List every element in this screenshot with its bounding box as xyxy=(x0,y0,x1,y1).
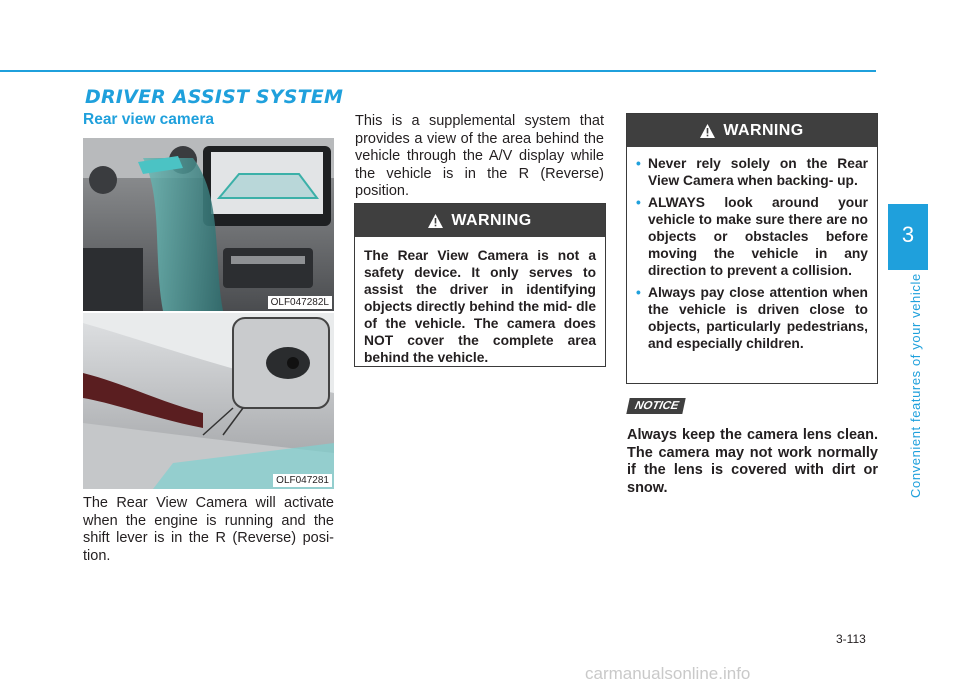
warning-text: The Rear View Camera is not a safety device. It only serves to assist the driver in identifying objects directly behind the mid- dle of the vehicle. The camera does NOT cover the complete area behind the vehicle. xyxy=(364,248,596,365)
activation-description: The Rear View Camera will activate when the engine is running and the shift lever is in the R (Reverse) posi- tion. xyxy=(83,495,334,564)
notice-badge: NOTICE xyxy=(626,398,686,414)
warning-header xyxy=(355,204,605,237)
warning-item: • ALWAYS look around your vehicle to make sure there are no objects or obstacles before moving the vehicle in any direction to prevent a collision. xyxy=(636,195,868,278)
figure-code: OLF047282L xyxy=(268,296,332,309)
figure-code: OLF047281 xyxy=(273,474,332,487)
watermark: carmanualsonline.info xyxy=(585,664,751,683)
warning-header xyxy=(627,114,877,147)
rear-camera-illustration xyxy=(83,313,334,489)
shift-lever-illustration xyxy=(83,138,334,311)
bullet-icon: • xyxy=(636,156,641,171)
rear-view-camera-heading: Rear view camera xyxy=(83,111,214,128)
notice-text: Always keep the camera lens clean. The camera may not work normally if the lens is covered with dirt or snow. xyxy=(627,427,878,496)
warning-triangle-icon xyxy=(428,214,443,228)
chapter-title: Convenient features of your vehicle xyxy=(908,273,923,498)
page-number: 3-113 xyxy=(836,632,866,646)
warning-title: WARNING xyxy=(723,121,804,139)
warning-list xyxy=(627,147,877,352)
shift-lever-photo xyxy=(83,138,334,311)
chapter-number: 3 xyxy=(901,222,915,247)
rear-camera-photo xyxy=(83,313,334,489)
warning-title: WARNING xyxy=(451,211,532,229)
section-title: DRIVER ASSIST SYSTEM xyxy=(85,86,344,108)
warning-item: • Never rely solely on the Rear View Camera when backing- up. xyxy=(636,156,868,188)
header-rule xyxy=(0,70,876,72)
warning-triangle-icon xyxy=(700,124,715,138)
bullet-icon: • xyxy=(636,195,641,210)
warning-box-backing-up xyxy=(626,113,878,384)
warning-item: • Always pay close attention when the vehicle is driven close to objects, particularly pedestrians, and especially children. xyxy=(636,285,868,351)
system-description: This is a supplemental system that provides a view of the area behind the vehicle through the A/V display while the vehicle is in the R (Reverse) position. xyxy=(355,113,604,199)
bullet-icon: • xyxy=(636,285,641,300)
warning-box-safety-device xyxy=(354,203,606,367)
